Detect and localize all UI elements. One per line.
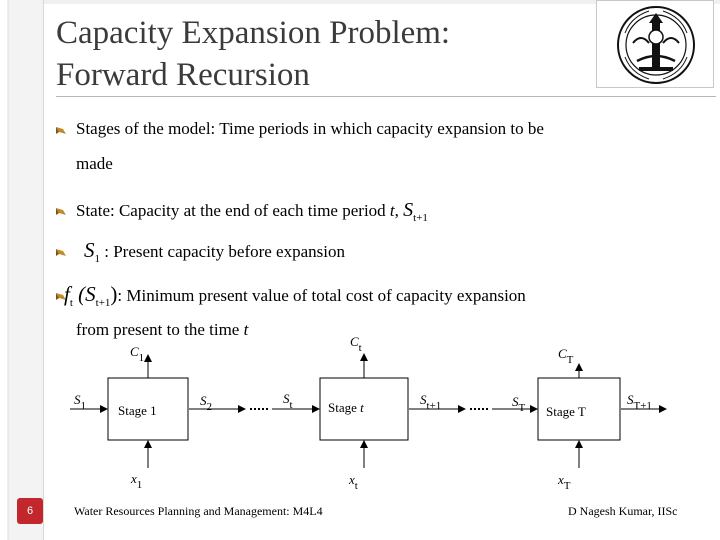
bullet-2-state-sub: t+1 [413, 212, 428, 224]
page-number: 6 [26, 505, 34, 517]
stage-t-label: Stage t [328, 400, 364, 415]
stage-1-label: Stage 1 [118, 403, 157, 418]
cost-1-label: $C_1$ [130, 344, 145, 364]
bullet-4-arg-close: ) [110, 282, 118, 306]
bullet-4-text: : Minimum present value of total cost of capacity expansion [117, 286, 526, 305]
footer-course: Water Resources Planning and Management: M4L4 [74, 504, 323, 518]
bullet-2-sep: , [394, 201, 404, 220]
bullet-3-var: S [84, 238, 95, 262]
decision-t-label: $x_t$ [349, 472, 358, 492]
bullet-1-line-2: made [76, 154, 113, 173]
state-2-label: $S_2$ [200, 393, 212, 413]
decision-1-label: $x_1$ [131, 471, 143, 491]
state-1-label: $S_1$ [74, 392, 86, 412]
page-number-badge [17, 498, 43, 524]
bullet-4-arg: (S [72, 282, 96, 306]
decision-T-label: $x_T$ [558, 472, 571, 492]
bullet-2-var: t [389, 201, 395, 220]
cost-t-label: $C_t$ [350, 334, 362, 354]
bullet-3-text: : Present capacity before expansion [100, 242, 345, 261]
bullet-4-func: f [64, 282, 70, 306]
bullet-1-line-1: Stages of the model: Time periods in which capacity expansion to be [76, 119, 544, 138]
bullet-2-text: State: Capacity at the end of each time period [76, 201, 390, 220]
bullet-4-arg-sub: t+1 [95, 297, 111, 309]
state-t1-label: $S_{t+1}$ [420, 392, 442, 412]
bullet-2-state: S [403, 199, 414, 221]
title-line-2: Forward Recursion [56, 57, 310, 93]
footer-author: D Nagesh Kumar, IISc [568, 504, 678, 518]
bullet-4-line-2-var: t [243, 320, 249, 339]
title-line-1: Capacity Expansion Problem: [56, 15, 451, 51]
bullet-4-line-2-text: from present to the time [76, 320, 244, 339]
state-T-label: $S_T$ [512, 394, 526, 414]
cost-T-label: $C_T$ [558, 346, 574, 366]
bullet-3-sub: 1 [94, 253, 100, 265]
state-t-label: $S_t$ [283, 391, 293, 411]
bullet-4-func-sub: t [69, 297, 73, 309]
stage-T-label: Stage T [546, 404, 586, 419]
state-T1-label: $S_{T+1}$ [627, 392, 652, 412]
